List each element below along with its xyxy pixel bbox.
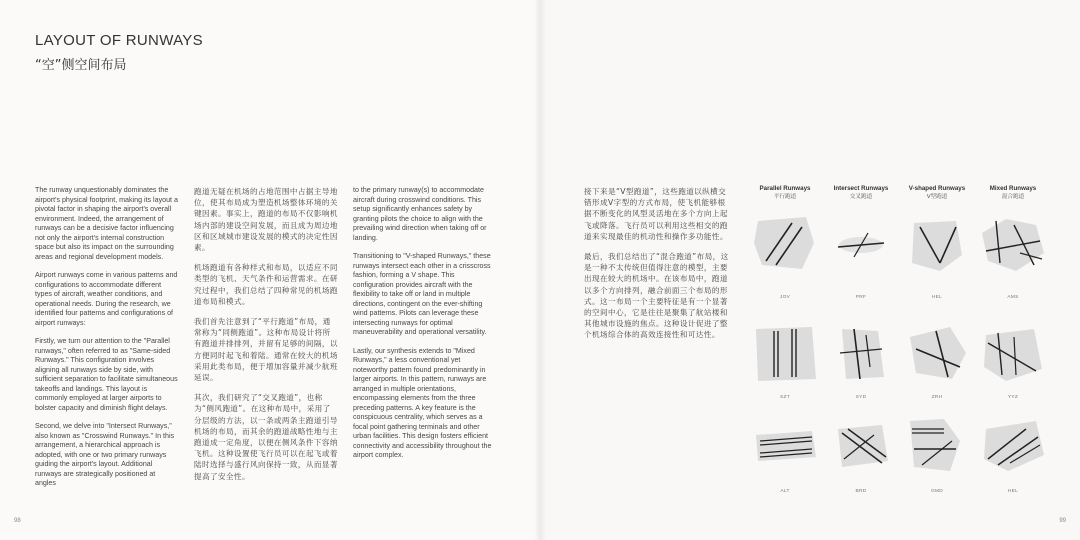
diagram-header-parallel: Parallel Runways 平行跑道 xyxy=(759,185,811,200)
paragraph: 跑道无疑在机场的占地范围中占据主导地位，使其布局成为塑造机场整体环境的关键因素。事实上，跑道的布局不仅影响机场内部的建设空间发展，而且成为周边地区和区域城市建设发展的模式的决定性因素。 xyxy=(194,187,338,253)
airport-code: ZRH xyxy=(931,395,943,400)
paragraph: 最后，我们总结出了“混合跑道”布局，这是一种不太传统但值得注意的模型，主要出现在较大的机场中。在该布局中，跑道以多个方向排列，融合前面三个布局的形式。这一布局一个主要特征是有一个显著的空间中心，它是往往是聚集了航站楼和其他城市设施的焦点。这种设计促进了整个机场综合体的高效连接性和可达性。 xyxy=(584,252,729,340)
text-column-4-chinese xyxy=(584,186,729,350)
diagram-mixed-3 xyxy=(976,415,1050,475)
paragraph: to the primary runway(s) to accommodate aircraft during crosswind conditions. This setup significantly enhances safety by granting pilots the choice to align with the prevailing wind direction when taking off or landing. xyxy=(353,186,487,242)
diagram-mixed-2 xyxy=(976,323,1050,383)
book-gutter xyxy=(534,0,546,540)
page-title-english: LAYOUT OF RUNWAYS xyxy=(35,32,203,49)
page-number-left: 98 xyxy=(14,518,21,524)
diagram-mixed-1 xyxy=(976,213,1050,273)
paragraph: Transitioning to "V-shaped Runways," these runways intersect each other in a crisscross fashion, forming a V shape. This configuration provides aircraft with the flexibility to take off or land in multiple directions, contingent on the ever-shifting wind patterns. Pilots can leverage these intersecting runways for optimal maneuverability and operational versatility. xyxy=(353,252,491,336)
diagram-header-v-shaped: V-shaped Runways V型跑道 xyxy=(908,185,966,200)
paragraph: 其次，我们研究了“交叉跑道”，也称为“侧风跑道”。在这种布局中，采用了分层级的方法，以一条或两条主跑道引导机场的布局，而其余的跑道战略性地与主跑道成一定角度，以便在侧风条件下容纳飞机。这种设置使飞行员可以在起飞或着陆时选择与盛行风向保持一致，从而显著提高了安全性。 xyxy=(194,393,338,481)
diagram-intersect-2 xyxy=(824,323,898,383)
paragraph: 机场跑道有各种样式和布局，以适应不同类型的飞机、天气条件和运营需求。在研究过程中，我们总结了四种常见的机场跑道布局和模式。 xyxy=(194,263,338,306)
diagram-intersect-1 xyxy=(824,213,898,273)
airport-code: SYD xyxy=(855,395,867,400)
diagram-v-shaped-1 xyxy=(900,213,974,273)
paragraph: Second, we delve into "Intersect Runways," also known as "Crosswind Runways." In this arrangement, a hierarchical approach is adopted, with one or two primary runways guiding the airport's layout. Additional runways are strategically positioned at angles xyxy=(35,422,175,487)
runway-diagram-grid xyxy=(748,185,1048,505)
airport-code: JOV xyxy=(779,295,791,300)
airport-code: PRF xyxy=(855,295,867,300)
text-column-1 xyxy=(35,186,178,498)
airport-code: SZT xyxy=(780,395,790,400)
diagram-parallel-3 xyxy=(748,415,822,475)
text-column-3 xyxy=(353,186,497,470)
diagram-v-shaped-2 xyxy=(900,323,974,383)
page-number-right: 99 xyxy=(1059,518,1066,524)
diagram-parallel-1 xyxy=(748,213,822,273)
diagram-v-shaped-3 xyxy=(900,415,974,475)
airport-code: HEL xyxy=(931,295,943,300)
diagram-intersect-3 xyxy=(824,415,898,475)
airport-code: GMD xyxy=(930,489,944,494)
paragraph: Lastly, our synthesis extends to "Mixed Runways," a less conventional yet noteworthy pattern found predominantly in larger airports. In this pattern, runways are arranged in multiple orientations, encompassing elements from the three preceding patterns. A key feature is the conspicuous centrality, which serves as a focal point gathering terminals and other urban facilities. This design fosters efficient connectivity and accessibility throughout the airport complex. xyxy=(353,346,492,459)
text-column-2-chinese xyxy=(194,186,338,491)
airport-code: AMS xyxy=(1007,295,1019,300)
paragraph: The runway unquestionably dominates the airport's physical footprint, making its layout a pivotal factor in shaping the airport's overall environment. Indeed, the arrangement of runways can be a decisive factor influencing not only the airport's internal construction space but also its impact on the surrounding areas and regional development models. xyxy=(35,186,178,261)
paragraph: 接下来是“V型跑道”，这些跑道以纵横交错形成V字型的方式布局，使飞机能够根据不断变化的风型灵活地在多个方向上起飞或降落。飞行员可以利用这些相交的跑道来实现最佳的机动性和操作多功能性。 xyxy=(584,187,728,241)
airport-code: HEL xyxy=(1007,489,1019,494)
paragraph: Firstly, we turn our attention to the "Parallel runways," often referred to as "Same-sided Runways." This configuration involves aligning all runways side by side, with sufficient separation to facilitate simultaneous takeoffs and landings. This layout is commonly employed at larger airports to bolster capacity and diminish flight delays. xyxy=(35,337,178,412)
diagram-parallel-2 xyxy=(748,323,822,383)
airport-code: YYZ xyxy=(1007,395,1019,400)
diagram-header-intersect: Intersect Runways 交叉跑道 xyxy=(833,185,889,200)
diagram-header-mixed: Mixed Runways 混合跑道 xyxy=(989,185,1037,200)
page-title-chinese: “空”侧空间布局 xyxy=(35,58,127,73)
paragraph: 我们首先注意到了“平行跑道”布局，通常称为“同侧跑道”。这种布局设计将所有跑道并排排列，并留有足够的间隔，以方便同时起飞和着陆。通常在较大的机场采用此类布局，便于增加容量并减少航班延误。 xyxy=(194,317,338,383)
paragraph: Airport runways come in various patterns and configurations to accommodate different types of aircraft, weather conditions, and operational needs. During the research, we identified four patterns and configurations of airport runways: xyxy=(35,271,178,327)
airport-code: ALT xyxy=(780,489,790,494)
airport-code: BRD xyxy=(855,489,867,494)
